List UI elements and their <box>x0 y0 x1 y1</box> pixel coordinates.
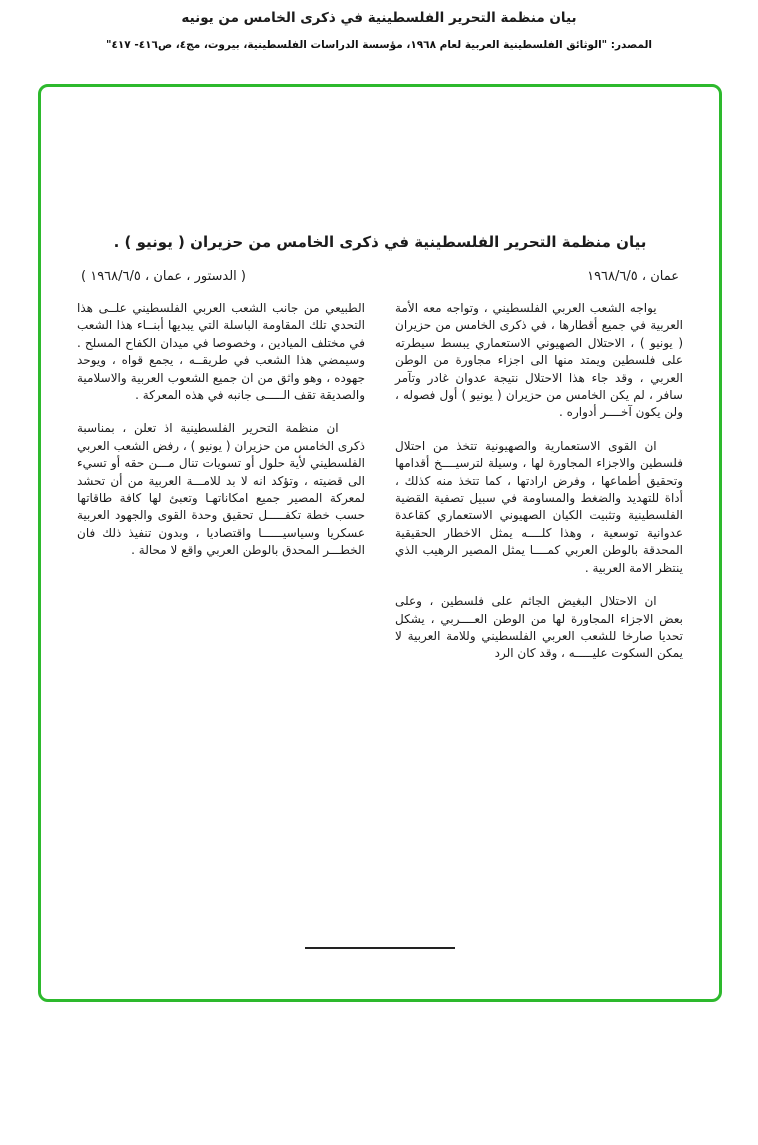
document-title: بيان منظمة التحرير الفلسطينية في ذكرى الخامس من حزيران ( يونيو ) . <box>113 233 647 251</box>
paragraph: ان الاحتلال البغيض الجاثم على فلسطين ، وعلى بعض الاجزاء المجاورة لها من الوطن العــــربي ، يشكل تحديا صارخا للشعب العربي الفلسطيني وللامة العربية لا يمكن السكوت عليـــــه ، وقد كان الرد <box>395 594 683 661</box>
datelines <box>77 269 683 284</box>
page-header <box>0 0 758 51</box>
paragraph: يواجه الشعب العربي الفلسطيني ، وتواجه معه الأمة العربية في جميع أقطارها ، في ذكرى الخامس من حزيران ( يونيو ) ، الاحتلال الصهيوني الاستعماري يبسط سيطرته على فلسطين ويمتد منها الى اجزاء مجاورة من الوطن العربي ، وقد جاء هذا الاحتلال نتيجة عدوان غادر وتآمر سافر ، لم يكن الخامس من حزيران ( يونيو ) أول فصوله ، ولن يكون آخــــر أدواره . <box>395 301 683 420</box>
footer-divider-line <box>305 947 455 949</box>
text-columns <box>77 300 683 679</box>
paragraph: ان القوى الاستعمارية والصهيونية تتخذ من احتلال فلسطين والاجزاء المجاورة لها ، وسيلة لترسيــــخ أقدامها وتحقيق أطماعها ، وفرض ارادتها ، كما تتخذ منه كذلك ، أداة للتهديد والضغط والمساومة في سبيل تصفية القضية الفلسطينية وتثبيت الكيان الصهيوني الاستعماري كقاعدة عدوانية توسعية ، وهذا كلــــه يمثل الاخطار الحقيقية المحدقة بالوطن العربي كمــــا يمثل المصير الرهيب الذي ينتظر الامة العربية . <box>395 438 683 575</box>
column-right <box>395 300 683 679</box>
document-content <box>41 233 719 1145</box>
document-frame <box>38 84 722 1002</box>
paragraph: الطبيعي من جانب الشعب العربي الفلسطيني علــى هذا التحدي تلك المقاومة الباسلة التي يبديها أبنــاء هذا الشعب في مختلف الميادين ، وخصوصا في ميدان الكفاح المسلح . وسيمضي هذا الشعب في طريقــه ، يجمع قواه ، ويوحد جهوده ، وهو واثق من ان جميع الشعوب العربية والاسلامية والصديقة تقف الـــــى جانبه في هذه المعركة . <box>77 301 365 403</box>
column-left <box>77 300 365 679</box>
source-line: المصدر: "الوثائق الفلسطينية العربية لعام ١٩٦٨، مؤسسة الدراسات الفلسطينية، بيروت، مج٤، ص٤١٦- ٤١٧" <box>105 39 653 51</box>
dateline-right: عمان ، ١٩٦٨/٦/٥ <box>587 269 679 284</box>
page-title: بيان منظمة التحرير الفلسطينية في ذكرى الخامس من يونيه <box>181 10 577 26</box>
dateline-left: ( الدستور ، عمان ، ١٩٦٨/٦/٥ ) <box>81 269 246 284</box>
paragraph: ان منظمة التحرير الفلسطينية اذ تعلن ، بمناسبة ذكرى الخامس من حزيران ( يونيو ) ، رفض الشعب العربي الفلسطيني لأية حلول أو تسويات تنال مـــن حقه أو تسيء الى قضيته ، وتؤكد انه لا بد للامـــة العربية من أن تحشد لمعركة المصير جميع امكاناتهـا وتعبئ لها كافة طاقاتها حسب خطة تكفـــــل تحقيق وحدة القوى والجهود العربية عسكريا وسياسيــــــا واقتصاديا ، وبدون تنفيذ ذلك فان الخطـــر المحدق بالوطن العربي واقع لا محالة . <box>77 421 365 558</box>
